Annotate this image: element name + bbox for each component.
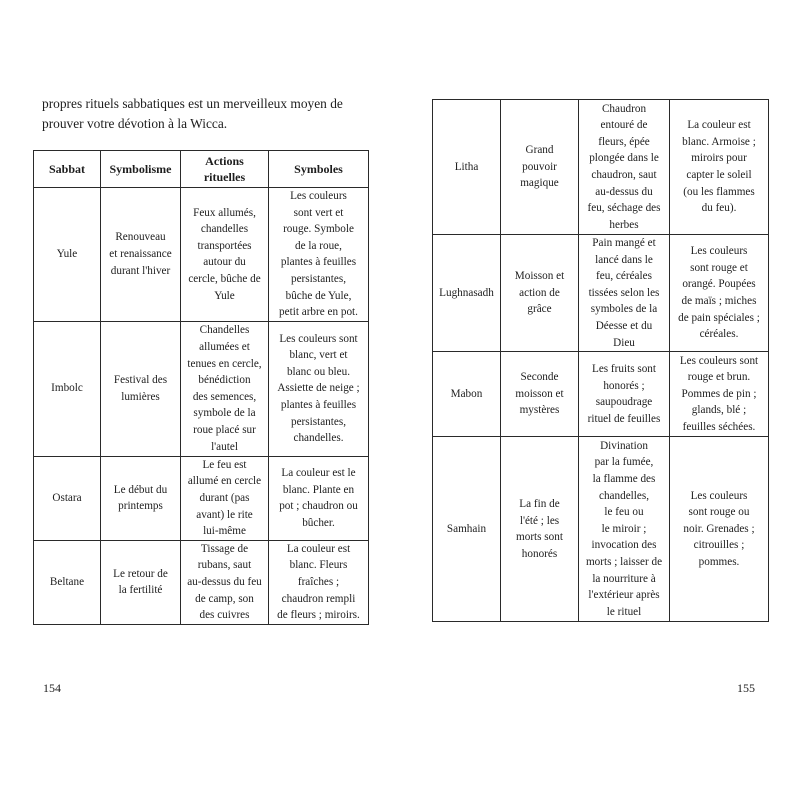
cell-line: roue placé sur xyxy=(193,423,256,436)
cell-line: durant (pas xyxy=(199,491,250,504)
cell-symbolisme xyxy=(101,321,181,456)
cell-actions xyxy=(579,235,670,352)
cell-actions xyxy=(181,456,269,540)
header-sabbat: Sabbat xyxy=(34,151,101,188)
cell-line: avant) le rite xyxy=(196,508,253,521)
cell-line: le rituel xyxy=(606,605,642,618)
cell-line: Moisson et xyxy=(514,270,565,283)
cell-line: Festival des xyxy=(113,374,168,387)
cell-line: chandelles. xyxy=(293,432,344,445)
cell-line: Chandelles xyxy=(199,324,250,337)
cell-symboles xyxy=(670,352,769,437)
table-row xyxy=(34,321,369,456)
cell-line: feu, céréales xyxy=(596,270,652,283)
cell-symbolisme xyxy=(501,100,579,235)
cell-line: de fleurs ; miroirs. xyxy=(277,609,360,622)
cell-symbolisme xyxy=(501,437,579,622)
table-row xyxy=(433,352,769,437)
header-actions: Actions rituelles xyxy=(181,151,269,188)
header-symbolisme: Symbolisme xyxy=(101,151,181,188)
cell-line: sont rouge ou xyxy=(688,506,750,519)
cell-line: de pain spéciales ; xyxy=(678,311,760,324)
cell-line: Les couleurs sont xyxy=(279,332,358,345)
cell-line: le feu ou xyxy=(604,506,644,519)
cell-line: persistantes, xyxy=(291,272,346,285)
cell-line: sont rouge et xyxy=(690,261,748,274)
cell-sabbat: Ostara xyxy=(34,456,101,540)
cell-line: bénédiction xyxy=(198,374,251,387)
cell-line: céréales. xyxy=(699,328,739,341)
cell-line: printemps xyxy=(118,500,163,513)
cell-sabbat: Imbolc xyxy=(34,321,101,456)
cell-line: l'autel xyxy=(211,440,238,453)
cell-line: par la fumée, xyxy=(594,456,654,469)
cell-line: et renaissance xyxy=(109,248,172,261)
cell-actions xyxy=(579,437,670,622)
cell-line: lancé dans le xyxy=(595,253,653,266)
cell-line: action de xyxy=(519,286,560,299)
cell-line: Pommes de pin ; xyxy=(681,387,757,400)
cell-line: plantes à feuilles xyxy=(280,256,357,269)
cell-line: allumées et xyxy=(199,340,250,353)
cell-line: feuilles séchées. xyxy=(682,421,756,434)
cell-line: rouge. Symbole xyxy=(283,223,354,236)
cell-line: lumières xyxy=(121,390,160,403)
cell-line: le miroir ; xyxy=(601,522,647,535)
cell-symboles xyxy=(269,321,369,456)
cell-symbolisme xyxy=(101,456,181,540)
cell-line: plongée dans le xyxy=(589,152,659,165)
cell-line: la flamme des xyxy=(592,473,656,486)
cell-line: Chaudron xyxy=(601,102,647,115)
cell-line: bûche de Yule, xyxy=(285,289,352,302)
cell-line: blanc. Fleurs xyxy=(289,559,348,572)
cell-actions xyxy=(181,188,269,322)
cell-symboles xyxy=(670,437,769,622)
cell-line: Les couleurs xyxy=(690,489,748,502)
cell-line: Yule xyxy=(214,289,235,302)
sabbat-table-left xyxy=(33,150,369,625)
cell-line: symbole de la xyxy=(193,407,256,420)
cell-actions xyxy=(579,352,670,437)
table-row xyxy=(34,456,369,540)
cell-line: entouré de xyxy=(600,119,648,132)
cell-line: chaudron rempli xyxy=(281,592,356,605)
cell-line: de camp, son xyxy=(195,592,254,605)
cell-actions xyxy=(181,321,269,456)
cell-line: invocation des xyxy=(591,539,657,552)
cell-symbolisme xyxy=(501,352,579,437)
cell-line: pot ; chaudron ou xyxy=(279,500,358,513)
cell-line: herbes xyxy=(609,218,639,231)
cell-line: Les couleurs xyxy=(690,245,748,258)
cell-line: de la roue, xyxy=(295,239,342,252)
cell-line: autour du xyxy=(203,256,246,269)
cell-line: La fin de xyxy=(519,497,560,510)
cell-line: rouge et brun. xyxy=(687,371,751,384)
cell-line: des cuivres xyxy=(199,609,250,622)
cell-line: honorés ; xyxy=(603,379,645,392)
cell-line: transportées xyxy=(197,239,252,252)
cell-line: fleurs, épée xyxy=(598,135,650,148)
header-symboles: Symboles xyxy=(269,151,369,188)
cell-line: Divination xyxy=(600,439,648,452)
table-header-row xyxy=(34,151,369,188)
cell-symboles xyxy=(269,456,369,540)
cell-sabbat: Yule xyxy=(34,188,101,322)
cell-line: persistantes, xyxy=(291,415,346,428)
cell-line: la nourriture à xyxy=(592,572,656,585)
cell-line: Le retour de xyxy=(113,567,168,580)
cell-symbolisme xyxy=(501,235,579,352)
cell-line: Le début du xyxy=(113,483,168,496)
table-row xyxy=(433,437,769,622)
page-number-right: 155 xyxy=(737,681,755,695)
cell-line: Déesse et du xyxy=(595,319,653,332)
cell-sabbat: Lughnasadh xyxy=(433,235,501,352)
cell-line: Assiette de neige ; xyxy=(277,382,360,395)
cell-line: morts ; laisser de xyxy=(585,556,663,569)
cell-line: blanc. Armoise ; xyxy=(682,135,756,148)
cell-line: blanc. Plante en xyxy=(282,483,355,496)
cell-line: pommes. xyxy=(698,556,740,569)
cell-symboles xyxy=(670,235,769,352)
intro-paragraph xyxy=(42,94,372,134)
cell-line: glands, blé ; xyxy=(691,404,747,417)
cell-actions xyxy=(579,100,670,235)
cell-line: au-dessus du xyxy=(595,185,653,198)
cell-line: orangé. Poupées xyxy=(682,278,756,291)
cell-line: morts sont xyxy=(516,531,563,544)
cell-line: La couleur est le xyxy=(281,467,356,480)
cell-line: grâce xyxy=(527,303,552,316)
cell-actions xyxy=(181,540,269,624)
cell-line: capter le soleil xyxy=(686,169,752,181)
cell-sabbat: Mabon xyxy=(433,352,501,437)
cell-line: noir. Grenades ; xyxy=(683,522,755,535)
cell-line: Les fruits sont xyxy=(591,362,656,375)
cell-line: blanc ou bleu. xyxy=(286,365,351,378)
table-row xyxy=(433,235,769,352)
cell-line: miroirs pour xyxy=(691,152,747,165)
cell-line: sont vert et xyxy=(293,206,344,219)
cell-line: Grand xyxy=(525,144,554,157)
cell-line: fraîches ; xyxy=(297,575,340,588)
cell-line: lui-même xyxy=(203,525,246,538)
cell-line: honorés xyxy=(521,547,558,560)
cell-line: rubans, saut xyxy=(197,559,252,572)
cell-line: tissées selon les xyxy=(588,286,660,299)
cell-line: chandelles xyxy=(200,223,249,236)
cell-line: pouvoir xyxy=(522,160,557,173)
cell-symbolisme xyxy=(101,540,181,624)
table-row xyxy=(34,188,369,322)
cell-line: Renouveau xyxy=(115,231,166,244)
cell-sabbat: Samhain xyxy=(433,437,501,622)
cell-line: symboles de la xyxy=(590,303,658,316)
cell-line: Le feu est xyxy=(202,458,247,471)
cell-line: La couleur est xyxy=(286,542,351,555)
cell-line: du feu). xyxy=(701,202,737,215)
cell-line: au-dessus du feu xyxy=(187,575,262,588)
cell-line: citrouilles ; xyxy=(693,539,745,552)
cell-line: Les couleurs sont xyxy=(679,354,759,367)
cell-line: saupoudrage xyxy=(595,396,653,409)
cell-line: des semences, xyxy=(192,390,257,403)
cell-line: La couleur est xyxy=(687,119,751,132)
cell-line: allumé en cercle xyxy=(187,475,262,488)
cell-line: de maïs ; miches xyxy=(681,295,757,308)
cell-line: tenues en cercle, xyxy=(187,357,262,370)
cell-line: moisson et xyxy=(515,387,564,400)
cell-line: Dieu xyxy=(613,336,635,349)
cell-line: Seconde xyxy=(520,371,559,384)
cell-line: chandelles, xyxy=(598,489,649,502)
cell-line: petit arbre en pot. xyxy=(279,306,358,319)
sabbat-table-right xyxy=(432,99,769,622)
cell-line: cercle, bûche de xyxy=(188,272,261,285)
cell-line: durant l'hiver xyxy=(110,264,171,277)
cell-sabbat: Litha xyxy=(433,100,501,235)
cell-symboles xyxy=(269,188,369,322)
cell-line: plantes à feuilles xyxy=(280,399,357,412)
page-number-left: 154 xyxy=(43,681,61,695)
cell-symbolisme xyxy=(101,188,181,322)
cell-line: l'extérieur après xyxy=(588,589,660,602)
cell-line: mystères xyxy=(519,404,560,417)
cell-line: Tissage de xyxy=(200,542,249,555)
cell-line: l'été ; les xyxy=(519,514,560,527)
cell-line: chaudron, saut xyxy=(591,169,657,181)
intro-line: propres rituels sabbatiques est un merveilleux moyen de xyxy=(42,96,343,111)
cell-line: Les couleurs xyxy=(290,190,347,202)
table-row xyxy=(34,540,369,624)
cell-line: (ou les flammes xyxy=(683,185,755,198)
cell-line: magique xyxy=(520,177,559,190)
cell-symboles xyxy=(670,100,769,235)
cell-line: la fertilité xyxy=(118,584,163,597)
intro-line: prouver votre dévotion à la Wicca. xyxy=(42,116,228,131)
cell-line: Feux allumés, xyxy=(193,206,256,219)
cell-line: blanc, vert et xyxy=(289,349,348,362)
cell-line: bûcher. xyxy=(302,516,335,529)
table-row xyxy=(433,100,769,235)
cell-line: rituel de feuilles xyxy=(587,412,661,425)
right-page xyxy=(400,0,800,800)
cell-symboles xyxy=(269,540,369,624)
cell-line: feu, séchage des xyxy=(587,202,661,215)
cell-line: Pain mangé et xyxy=(592,237,656,249)
cell-sabbat: Beltane xyxy=(34,540,101,624)
